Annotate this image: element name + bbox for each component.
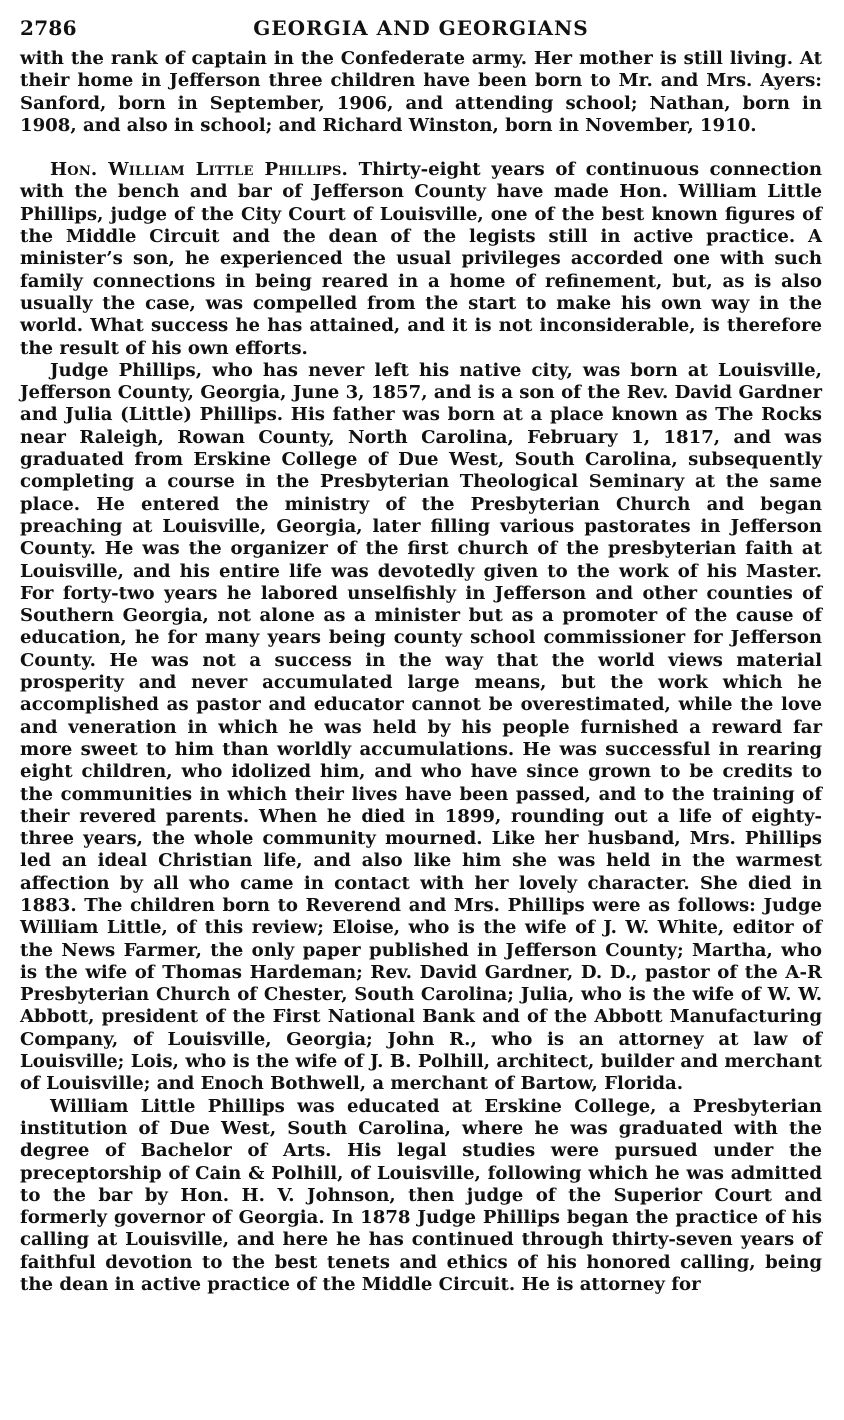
- running-head: [20, 12, 822, 48]
- paragraph-text: Thirty-eight years of continuous connection with the bench and bar of Jefferson County have made Hon. William Little Phillips, judge of the City Court of Louisville, one of the best known figures of the Middle Circuit and the dean of the legists still in active practice. A minister’s son, he experienced the usual privileges accorded one with such family connections in being reared in a home of refinement, but, as is also usually the case, was compelled from the start to make his own way in the world. What success he has attained, and it is not inconsiderable, is therefore the result of his own efforts.: [20, 159, 823, 359]
- paragraph-continued: with the rank of captain in the Confederate army. Her mother is still living. At their home in Jefferson three children have been born to Mr. and Mrs. Ayers: Sanford, born in September, 1906, and attending school; Nathan, born in 1908, and also in school; and Richard Winston, born in November, 1910.: [20, 48, 822, 136]
- body-text: [20, 48, 822, 1296]
- running-title: GEORGIA AND GEORGIANS: [253, 16, 589, 40]
- section-gap: [20, 137, 822, 159]
- biography-subject-heading: Hon. William Little Phillips.: [50, 159, 349, 181]
- paragraph-biography-intro: [20, 159, 822, 360]
- paragraph-family: Judge Phillips, who has never left his native city, was born at Louisville, Jefferson County, Georgia, June 3, 1857, and is a son of the Rev. David Gardner and Julia (Little) Phillips. His father was born at a place known as The Rocks near Raleigh, Rowan County, North Carolina, February 1, 1817, and was graduated from Erskine College of Due West, South Carolina, subsequently completing a course in the Presbyterian Theological Seminary at the same place. He entered the ministry of the Presbyterian Church and began preaching at Louisville, Georgia, later filling various pastorates in Jefferson County. He was the organizer of the first church of the presbyterian faith at Louisville, and his entire life was devotedly given to the work of his Master. For forty-two years he labored unselfishly in Jefferson and other counties of Southern Georgia, not alone as a minister but as a promoter of the cause of education, he for many years being county school commissioner for Jefferson County. He was not a success in the way that the world views material prosperity and never accumulated large means, but the work which he accomplished as pastor and educator cannot be overestimated, while the love and veneration in which he was held by his people furnished a reward far more sweet to him than worldly accumulations. He was successful in rearing eight children, who idolized him, and who have since grown to be credits to the communities in which their lives have been passed, and to the training of their revered parents. When he died in 1899, rounding out a life of eighty-three years, the whole community mourned. Like her husband, Mrs. Phillips led an ideal Christian life, and also like him she was held in the warmest affection by all who came in contact with her lovely character. She died in 1883. The children born to Reverend and Mrs. Phillips were as follows: Judge William Little, of this review; Eloise, who is the wife of J. W. White, editor of the News Farmer, the only paper published in Jefferson County; Martha, who is the wife of Thomas Hardeman; Rev. David Gardner, D. D., pastor of the A-R Presbyterian Church of Chester, South Carolina; Julia, who is the wife of W. W. Abbott, president of the First National Bank and of the Abbott Manufacturing Company, of Louisville, Georgia; John R., who is an attorney at law of Louisville; Lois, who is the wife of J. B. Polhill, architect, builder and merchant of Louisville; and Enoch Bothwell, a merchant of Bartow, Florida.: [20, 359, 822, 1095]
- paragraph-education: William Little Phillips was educated at Erskine College, a Presbyterian institution of Due West, South Carolina, where he was graduated with the degree of Bachelor of Arts. His legal studies were pursued under the preceptorship of Cain & Polhill, of Louisville, following which he was admitted to the bar by Hon. H. V. Johnson, then judge of the Superior Court and formerly governor of Georgia. In 1878 Judge Phillips began the practice of his calling at Louisville, and here he has continued through thirty-seven years of faithful devotion to the best tenets and ethics of his honored calling, being the dean in active practice of the Middle Circuit. He is attorney for: [20, 1095, 822, 1296]
- page-number: 2786: [20, 16, 77, 40]
